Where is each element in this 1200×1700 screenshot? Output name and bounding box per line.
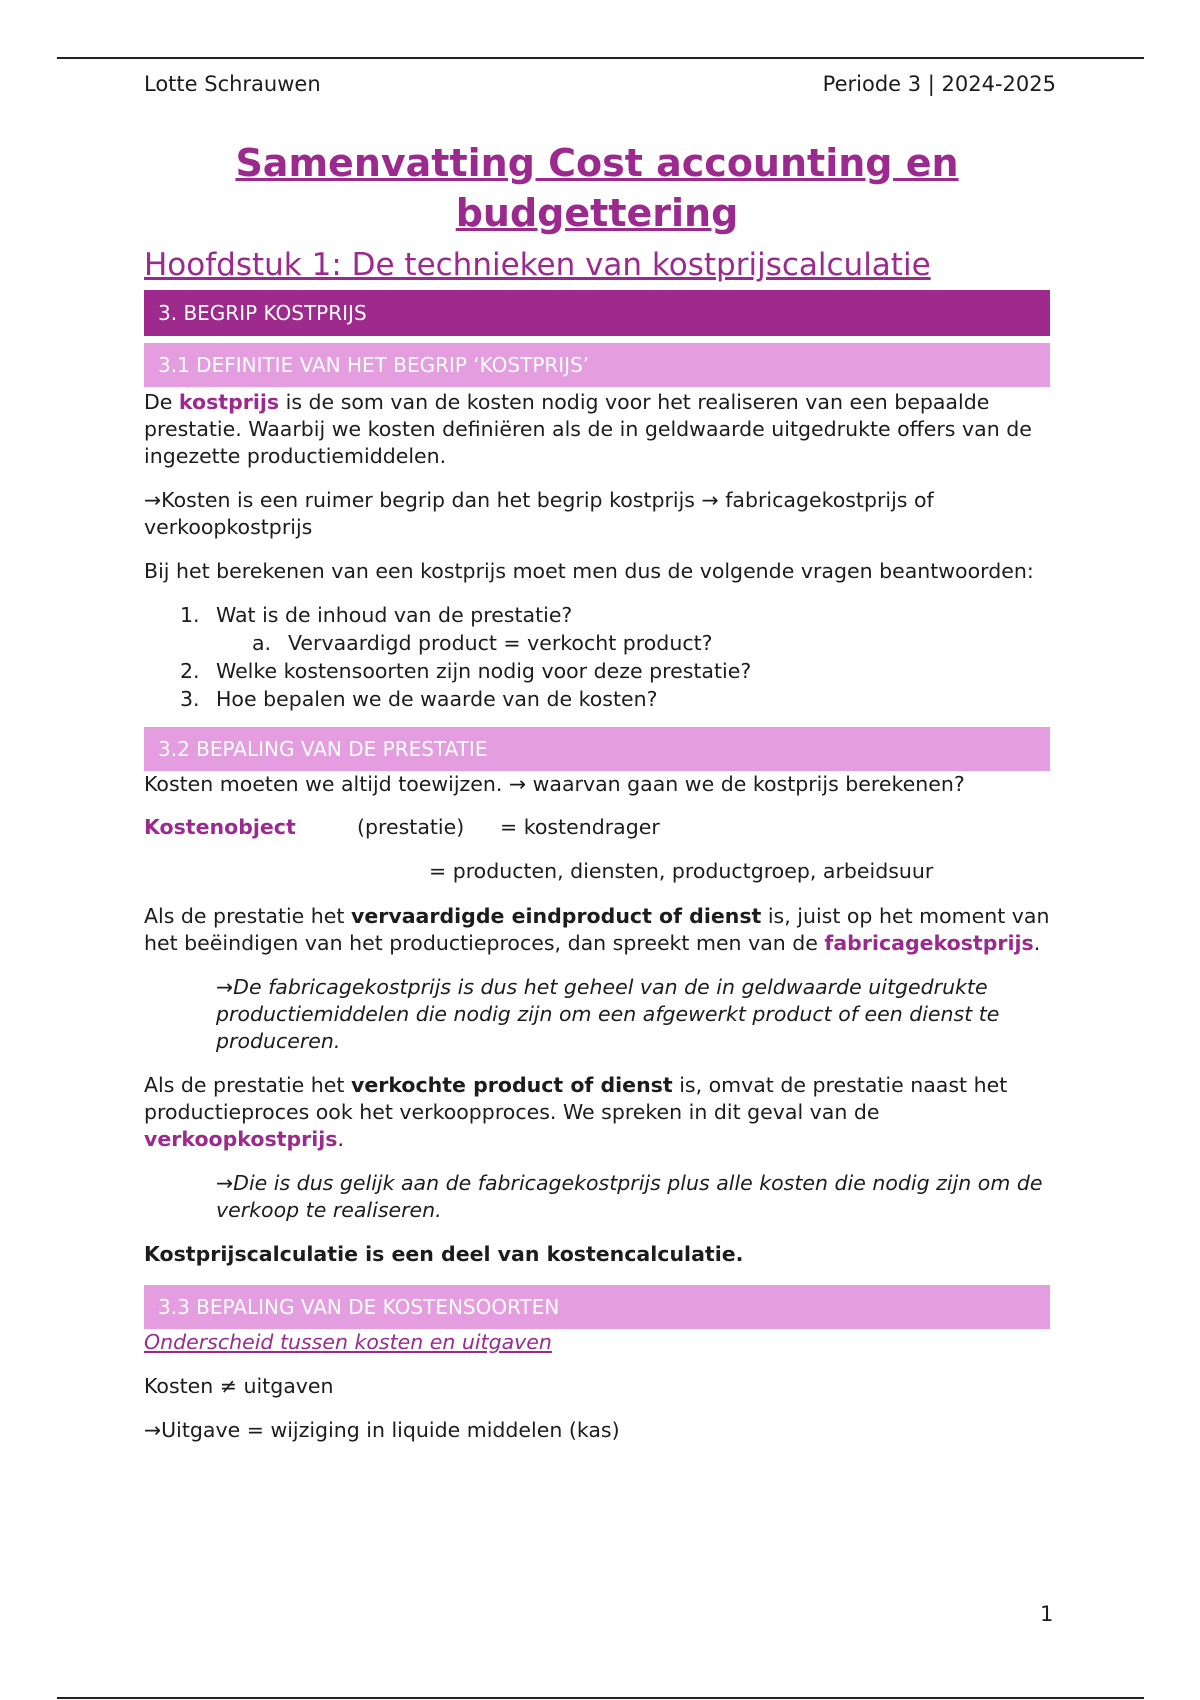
kostenobject-row: [144, 815, 1050, 842]
fabricage-text-a: Als de prestatie het: [144, 904, 351, 928]
page-number: 1: [1040, 1602, 1054, 1626]
title-line-1: Samenvatting Cost accounting en: [235, 141, 959, 185]
header-author: Lotte Schrauwen: [144, 72, 321, 96]
paragraph-uitgave: →Uitgave = wijziging in liquide middelen (kas): [144, 1418, 620, 1442]
header-period: Periode 3 | 2024-2025: [822, 72, 1056, 96]
fabricage-text-c: .: [1033, 931, 1041, 955]
document-body: [144, 138, 1050, 1444]
fabricage-bold: vervaardigde eindproduct of dienst: [350, 904, 762, 928]
term-fabricagekostprijs: fabricagekostprijs: [824, 931, 1034, 955]
kostenobject-paren: (prestatie): [357, 815, 465, 839]
term-verkoopkostprijs: verkoopkostprijs: [144, 1127, 338, 1151]
footer-rule: [57, 1697, 1144, 1699]
kostenobject-row-2: [144, 859, 1050, 886]
kostenobject-eq2: = producten, diensten, productgroep, arbeidsuur: [429, 859, 934, 883]
title-line-2: budgettering: [455, 191, 739, 235]
section-3-2-heading: 3.2 BEPALING VAN DE PRESTATIE: [144, 727, 1050, 771]
paragraph-vragen: Bij het berekenen van een kostprijs moet men dus de volgende vragen beantwoorden:: [144, 559, 1034, 583]
paragraph-kosten-uitgaven: Kosten ≠ uitgaven: [144, 1374, 334, 1398]
definition-text-b: is de som van de kosten nodig voor het realiseren van een bepaalde prestatie. Waarbij we kosten definiëren als de in geldwaarde uitgedrukte offers van de ingezette productiemiddelen.: [144, 390, 1032, 468]
list-text: Vervaardigd product = verkocht product?: [288, 631, 713, 655]
list-item: [144, 685, 1050, 713]
list-number: 1.: [180, 603, 200, 627]
list-item: [144, 601, 1050, 629]
note-fabricage: →De fabricagekostprijs is dus het geheel van de in geldwaarde uitgedrukte productiemiddelen die nodig zijn om een afgewerkt product of een dienst te produceren.: [216, 975, 1000, 1053]
subheading-text: Onderscheid tussen kosten en uitgaven: [144, 1330, 552, 1354]
section-3-3-heading: 3.3 BEPALING VAN DE KOSTENSOORTEN: [144, 1285, 1050, 1329]
definition-text-a: De: [144, 390, 179, 414]
paragraph-toewijzen: Kosten moeten we altijd toewijzen. → waarvan gaan we de kostprijs berekenen?: [144, 772, 965, 796]
verkoop-text-a: Als de prestatie het: [144, 1073, 351, 1097]
question-list: [144, 601, 1050, 713]
conclusion: [144, 1241, 1050, 1268]
paragraph-kosten-begrip: →Kosten is een ruimer begrip dan het begrip kostprijs → fabricagekostprijs of verkoopkostprijs: [144, 488, 934, 539]
section-3-heading: 3. BEGRIP KOSTPRIJS: [144, 290, 1050, 336]
kostenobject-term: Kostenobject: [144, 815, 296, 839]
document-title: [144, 138, 1050, 238]
verkoop-bold: verkochte product of dienst: [350, 1073, 673, 1097]
kostenobject-eq1: = kostendrager: [500, 815, 660, 839]
list-item: [144, 629, 1050, 657]
list-text: Welke kostensoorten zijn nodig voor deze prestatie?: [216, 659, 752, 683]
verkoop-text-b: is, omvat de prestatie naast het productieproces ook het verkoopproces. We spreken in dit geval van de: [144, 1073, 1008, 1124]
header-rule: [57, 57, 1144, 59]
section-3-1-heading: 3.1 DEFINITIE VAN HET BEGRIP ‘KOSTPRIJS’: [144, 343, 1050, 387]
note-verkoop: →Die is dus gelijk aan de fabricagekostprijs plus alle kosten die nodig zijn om de verkoop te realiseren.: [216, 1171, 1043, 1222]
paragraph-fabricage: [144, 903, 1050, 957]
paragraph-verkoop: [144, 1072, 1050, 1153]
verkoop-text-c: .: [337, 1127, 345, 1151]
list-number: 3.: [180, 687, 200, 711]
subheading-kosten-uitgaven: [144, 1329, 1050, 1356]
chapter-heading: Hoofdstuk 1: De technieken van kostprijscalculatie: [144, 247, 931, 283]
list-text: Hoe bepalen we de waarde van de kosten?: [216, 687, 658, 711]
list-text: Wat is de inhoud van de prestatie?: [216, 603, 573, 627]
definition-paragraph: [144, 389, 1050, 470]
list-number: 2.: [180, 659, 200, 683]
fabricage-text-b: is, juist op het moment van het beëindigen van het productieproces, dan spreekt men van de: [144, 904, 1050, 955]
list-item: [144, 657, 1050, 685]
conclusion-text: Kostprijscalculatie is een deel van kostencalculatie.: [144, 1242, 744, 1266]
list-number: a.: [252, 631, 272, 655]
term-kostprijs: kostprijs: [178, 390, 280, 414]
